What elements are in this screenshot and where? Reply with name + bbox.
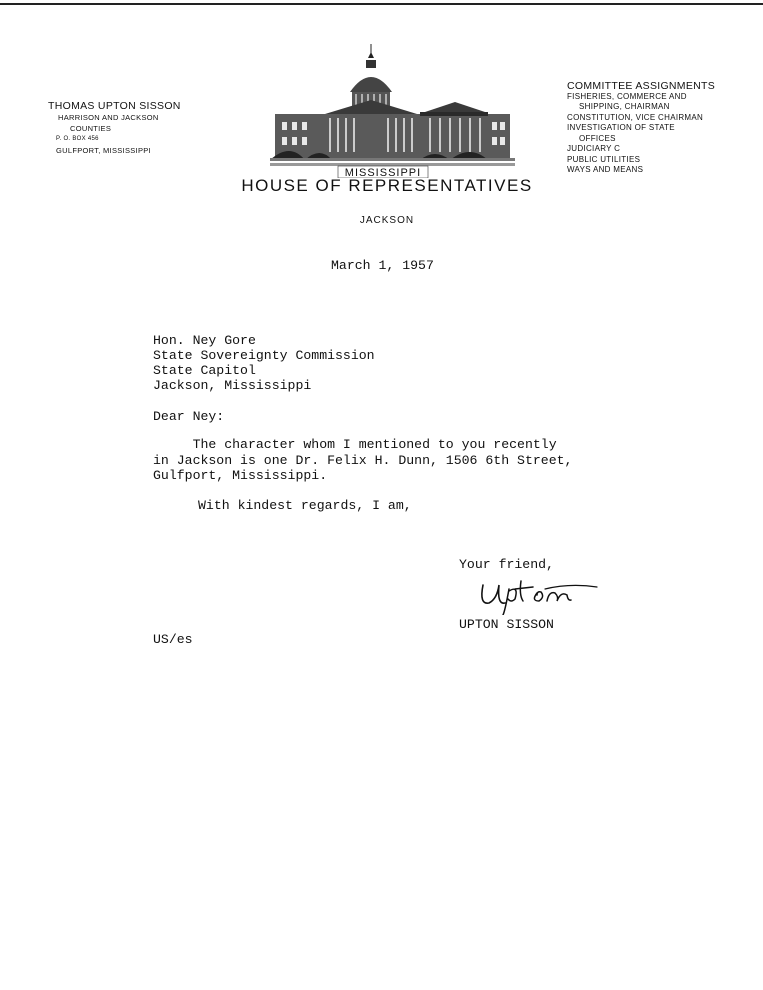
salutation: Dear Ney: — [153, 409, 225, 424]
letter-body: The character whom I mentioned to you recently in Jackson is one Dr. Felix H. Dunn, 1506 6th Street, Gulfport, Mississippi. — [153, 437, 573, 483]
seal-caption: MISSISSIPPI — [344, 167, 422, 178]
letter-date: March 1, 1957 — [331, 258, 434, 273]
recipient-line: Jackson, Mississippi — [153, 378, 312, 393]
committee-item: FISHERIES, COMMERCE AND — [567, 91, 687, 101]
handwritten-signature — [475, 575, 600, 615]
recipient-line: Hon. Ney Gore — [153, 333, 256, 348]
sender-line: P. O. BOX 456 — [56, 136, 99, 142]
page-top-edge — [0, 3, 763, 5]
committee-assignments — [567, 81, 715, 176]
committee-heading: COMMITTEE ASSIGNMENTS — [567, 80, 716, 92]
sender-name: THOMAS UPTON SISSON — [48, 100, 181, 112]
committee-item: PUBLIC UTILITIES — [567, 154, 641, 164]
committee-item: WAYS AND MEANS — [567, 165, 644, 174]
valediction: Your friend, — [459, 557, 554, 572]
committee-item: INVESTIGATION OF STATE — [567, 123, 675, 132]
sender-block — [48, 101, 181, 156]
recipient-address — [153, 333, 375, 393]
committee-item: OFFICES — [579, 133, 616, 143]
closing-paragraph: With kindest regards, I am, — [198, 498, 412, 513]
chamber-name: HOUSE OF REPRESENTATIVES — [241, 176, 533, 195]
committee-item: JUDICIARY C — [567, 144, 621, 153]
recipient-line: State Capitol — [153, 363, 256, 378]
reference-initials: US/es — [153, 632, 193, 647]
sender-line: COUNTIES — [70, 124, 112, 133]
committee-item: CONSTITUTION, VICE CHAIRMAN — [567, 112, 704, 122]
capitol-building-illustration — [270, 42, 515, 178]
sender-line: HARRISON AND JACKSON — [58, 113, 159, 122]
typed-signature-name: UPTON SISSON — [459, 617, 554, 632]
letterhead-city: JACKSON — [359, 215, 415, 226]
committee-item: SHIPPING, CHAIRMAN — [579, 102, 670, 111]
recipient-line: State Sovereignty Commission — [153, 348, 375, 363]
sender-line: GULFPORT, MISSISSIPPI — [56, 146, 151, 155]
